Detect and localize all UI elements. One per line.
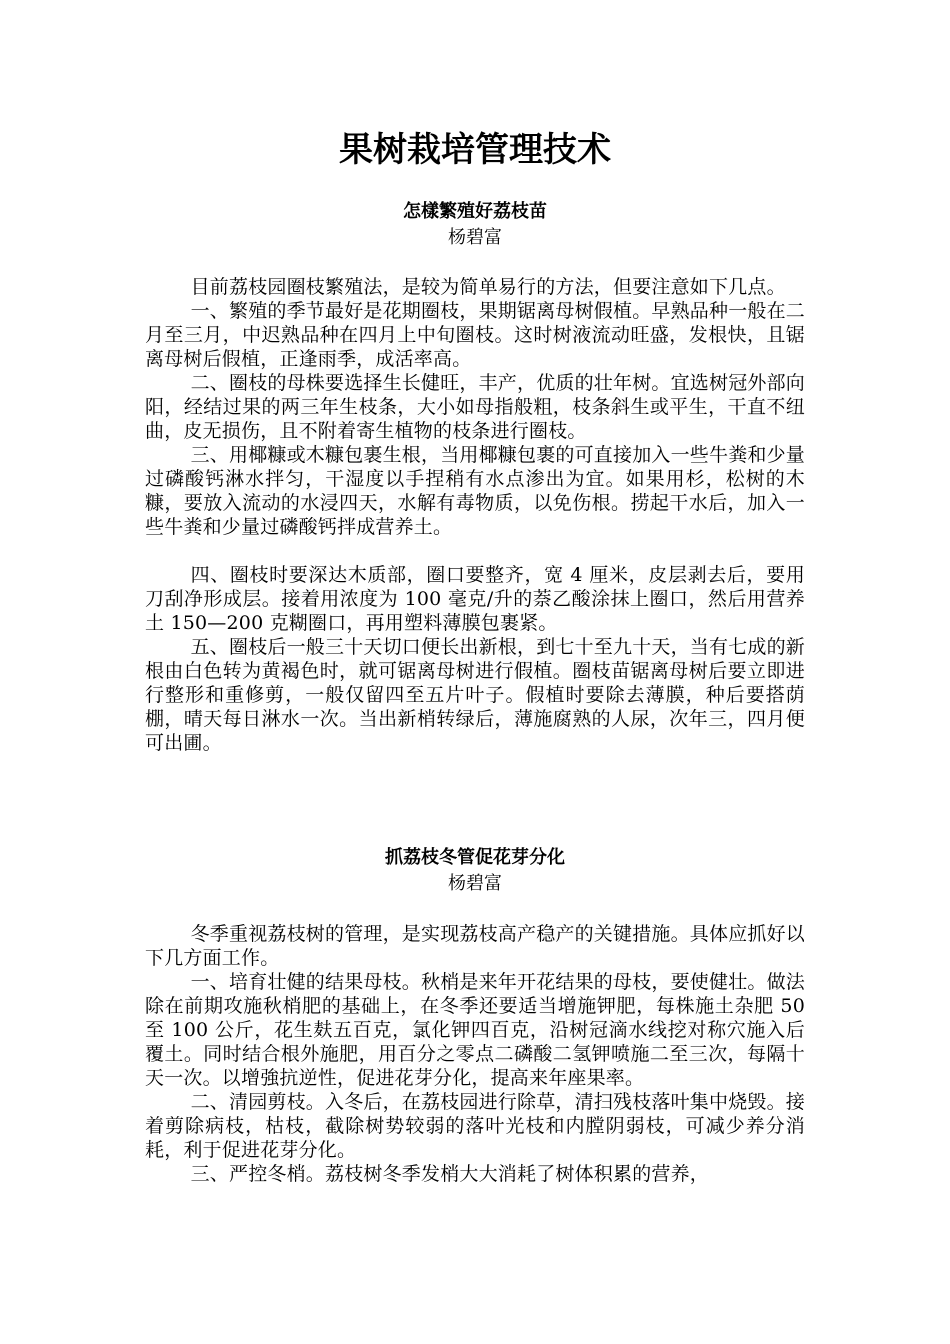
paragraph: 二、圈枝的母株要选择生长健旺，丰产，优质的壮年树。宜选树冠外部向阳，经结过果的两三年生枝条，大小如母指般粗，枝条斜生或平生，干直不纽曲，皮无损伤，且不附着寄生植物的枝条进行圈枝。 xyxy=(145,372,805,442)
paragraph: 五、圈枝后一般三十天切口便长出新根，到七十至九十天，当有七成的新根由白色转为黄褐色时，就可锯离母树进行假植。圈枝苗锯离母树后要立即进行整形和重修剪，一般仅留四至五片叶子。假植时要除去薄膜，种后要搭荫棚，晴天每日淋水一次。当出新梢转绿后，薄施腐熟的人尿，次年三，四月便可出圃。 xyxy=(145,636,805,754)
paragraph: 目前荔枝园圈枝繁殖法，是较为简单易行的方法，但要注意如下几点。 xyxy=(190,276,786,298)
paragraph: 四、圈枝时要深达木质部，圈口要整齐，宽 4 厘米，皮层剥去后，要用刀刮净形成层。接着用浓度为 100 毫克/升的萘乙酸涂抹上圈口，然后用营养土 150—200 克糊圈口，再用塑料薄膜包裹紧。 xyxy=(145,564,805,634)
section-heading: 怎樣繁殖好荔枝苗 xyxy=(403,201,547,222)
paragraph: 一、培育壮健的结果母枝。秋梢是来年开花结果的母枝，要使健壮。做法除在前期攻施秋梢肥的基础上，在冬季还要适当增施钾肥，每株施土杂肥 50 至 100 公斤，花生麸五百克，氯化钾四百克，沿树冠滴水线挖对称穴施入后覆土。同时结合根外施肥，用百分之零点二磷酸二氢钾喷施二至三次，每隔十天一次。以增強抗逆性，促进花芽分化，提高来年座果率。 xyxy=(145,971,805,1089)
section-author: 杨碧富 xyxy=(448,873,502,894)
section-body xyxy=(145,275,805,755)
document-title: 果树栽培管理技术 xyxy=(339,130,611,170)
section-author: 杨碧富 xyxy=(448,227,502,248)
paragraph: 二、清园剪枝。入冬后，在荔枝园进行除草，清扫残枝落叶集中烧毁。接着剪除病枝，枯枝，截除树势较弱的落叶光枝和内膛阴弱枝，可减少养分消耗，利于促进花芽分化。 xyxy=(145,1091,805,1161)
section-heading: 抓荔枝冬管促花芽分化 xyxy=(385,847,565,868)
paragraph: 冬季重视荔枝树的管理，是实现荔枝高产稳产的关键措施。具体应抓好以下几方面工作。 xyxy=(145,923,805,969)
section-body xyxy=(145,922,805,1186)
paragraph: 三、用椰糠或木糠包裹生根，当用椰糠包裹的可直接加入一些牛粪和少量过磷酸钙淋水拌匀，干湿度以手捏稍有水点渗出为宜。如果用杉，松树的木糠，要放入流动的水浸四天，水解有毒物质，以免伤根。捞起干水后，加入一些牛粪和少量过磷酸钙拌成营养土。 xyxy=(145,444,805,538)
paragraph: 三、严控冬梢。荔枝树冬季发梢大大消耗了树体积累的营养， xyxy=(190,1163,709,1185)
paragraph: 一、繁殖的季节最好是花期圈枝，果期锯离母树假植。早熟品种一般在二月至三月，中迟熟品种在四月上中旬圈枝。这时树液流动旺盛，发根快，且锯离母树后假植，正逢雨季，成活率高。 xyxy=(145,300,805,370)
